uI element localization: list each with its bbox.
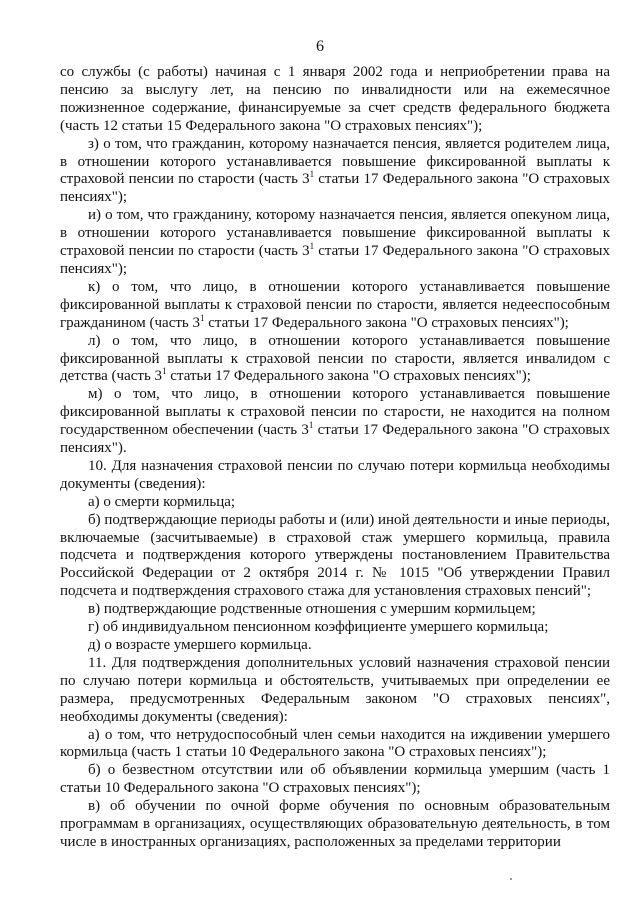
- superscript: 1: [308, 420, 314, 431]
- paragraph-item-g: г) об индивидуальном пенсионном коэффициенте умершего кормильца;: [88, 619, 549, 636]
- superscript: 1: [200, 312, 205, 323]
- paragraph-item-a: а) о том, что нетрудоспособный член семьи находится на иждивении умершего кормильца (часть 1 статьи 10 Федерального закона "О страховых пенсиях");: [60, 726, 610, 761]
- paragraph-text: и) о том, что гражданину, которому назначается пенсия, является опекуном лица, в отношении которого устанавливается повышение фиксированной выплаты к страховой пенсии по старости (часть 3: [60, 207, 610, 260]
- paragraph-item-v: в) подтверждающие родственные отношения с умершим кормильцем;: [88, 601, 536, 618]
- paragraph-text: м) о том, что лицо, в отношении которого устанавливается повышение фиксированной выплаты к страховой пенсии по старости, не находится на полном государственном обеспечении (часть 3: [60, 386, 610, 439]
- superscript: 1: [162, 366, 167, 377]
- paragraph-item-a: а) о смерти кормильца;: [88, 493, 236, 510]
- paragraph-text: статьи 17 Федерального закона "О страховых пенсиях");: [204, 314, 569, 331]
- paragraph-item-v: в) об обучении по очной форме обучения по основным образовательным программам в организациях, осуществляющих образовательную деятельность, в том числе в иностранных организациях, расположенных за пределами территории: [60, 798, 610, 850]
- superscript: 1: [309, 169, 315, 180]
- scan-speck: [510, 878, 512, 880]
- paragraph-text: статьи 17 Федерального закона "О страховых пенсиях").: [60, 422, 610, 457]
- paragraph-text: з) о том, что гражданин, которому назначается пенсия, является родителем лица, в отношении которого устанавливается повышение фиксированной выплаты к страховой пенсии по старости (часть 3: [60, 135, 610, 188]
- document-body: [60, 64, 610, 852]
- paragraph-item-d: д) о возрасте умершего кормильца.: [88, 637, 312, 653]
- paragraph-section-11: 11. Для подтверждения дополнительных условий назначения страховой пенсии по случаю потери кормильца и обстоятельств, учитываемых при определении ее размера, предусмотренных Федеральным законом "О страховых пенсиях", необходимы документы (сведения):: [60, 654, 610, 725]
- paragraph-item-k: [60, 279, 610, 333]
- paragraph-text: л) о том, что лицо, в отношении которого устанавливается повышение фиксированной выплаты к страховой пенсии по старости, является инвалидом с детства (часть 3: [60, 332, 610, 385]
- paragraph-text: к) о том, что лицо, в отношении которого устанавливается повышение фиксированной выплаты к страховой пенсии по старости, является недееспособным гражданином (часть 3: [60, 278, 610, 331]
- paragraph-text: статьи 17 Федерального закона "О страховых пенсиях");: [166, 368, 531, 385]
- paragraph-item-b: б) о безвестном отсутствии или об объявлении кормильца умершим (часть 1 статьи 10 Федерального закона "О страховых пенсиях");: [60, 762, 610, 797]
- paragraph-item-b: б) подтверждающие периоды работы и (или) иной деятельности и иные периоды, включаемые (засчитываемые) в страховой стаж умершего кормильца, правила подсчета и подтверждения которого утверждены постановлением Правительства Российской Федерации от 2 октября 2014 г. № 1015 "Об утверждении Правил подсчета и подтверждения страхового стажа для установления страховых пенсий";: [60, 511, 610, 600]
- paragraph-text: статьи 17 Федерального закона "О страховых пенсиях");: [60, 243, 610, 277]
- paragraph-section-10: 10. Для назначения страховой пенсии по случаю потери кормильца необходимы документы (сведения):: [60, 457, 610, 492]
- paragraph-item-m: [60, 386, 610, 458]
- superscript: 1: [309, 241, 315, 252]
- paragraph-item-i: [60, 207, 610, 279]
- paragraph-continuation: со службы (с работы) начиная с 1 января 2002 года и неприобретении права на пенсию за выслугу лет, на пенсию по инвалидности или на ежемесячное пожизненное содержание, финансируемые за счет средств федерального бюджета (часть 12 статьи 15 Федерального закона "О страховых пенсиях");: [60, 64, 610, 134]
- paragraph-item-z: [60, 136, 610, 208]
- paragraph-item-l: [60, 333, 610, 387]
- page-number: 6: [316, 38, 324, 55]
- paragraph-text: статьи 17 Федерального закона "О страховых пенсиях");: [60, 171, 610, 206]
